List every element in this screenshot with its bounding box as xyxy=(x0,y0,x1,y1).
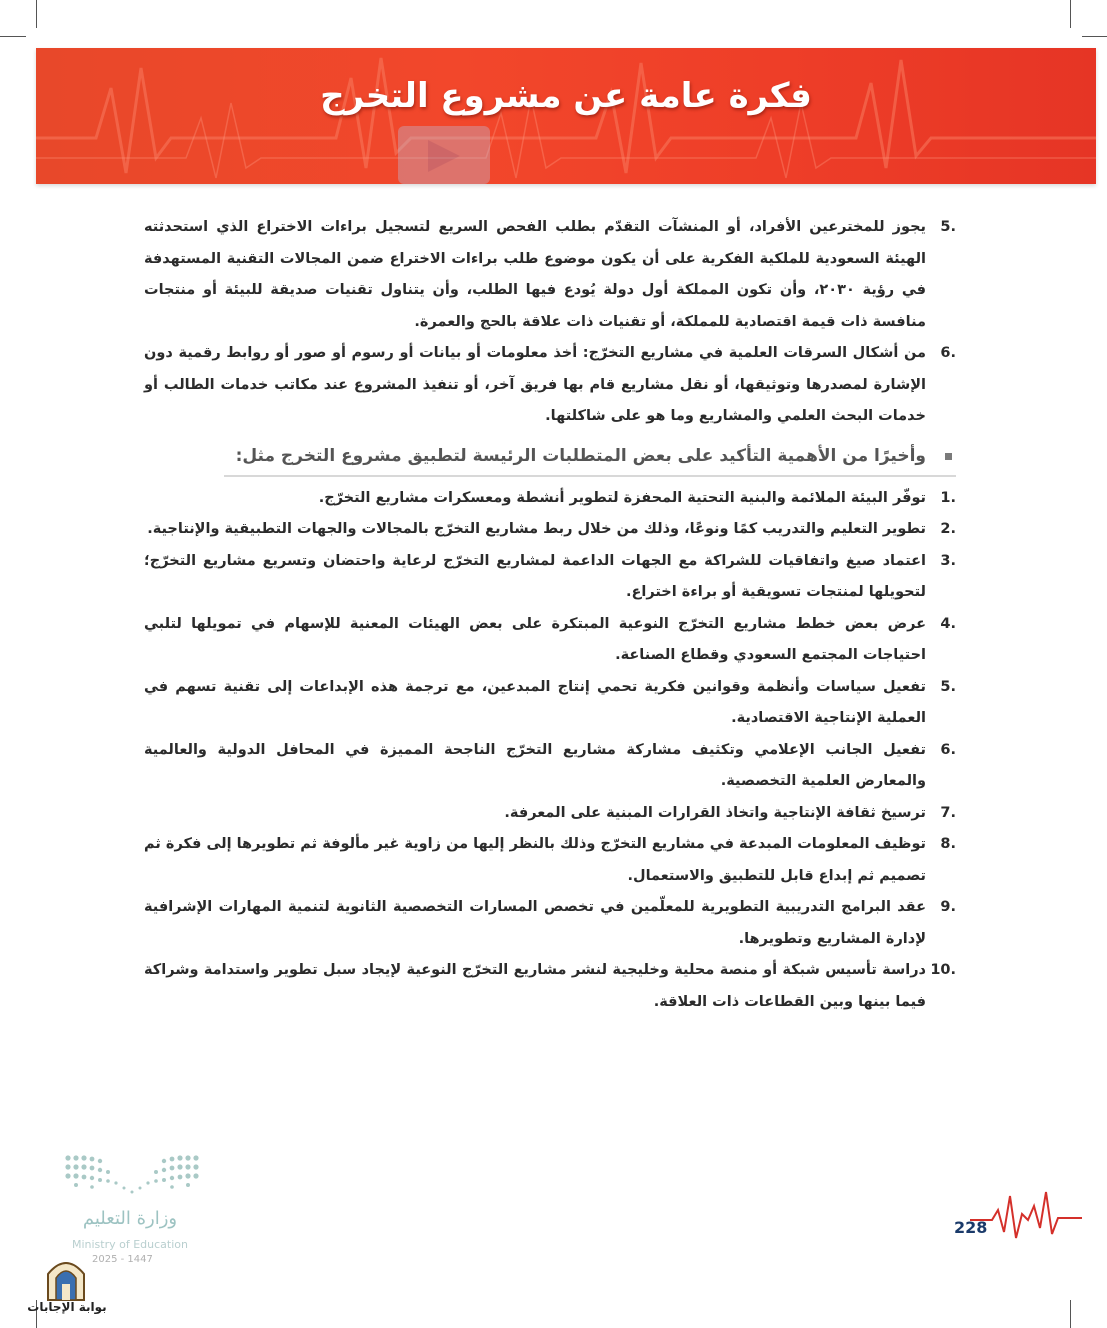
item-text: عقد البرامج التدريبية التطويرية للمعلّمين في تخصص المسارات التخصصية الثانوية لتنمية المهارات الإشرافية لإدارة المشاريع وتطويرها. xyxy=(144,899,926,947)
item-text: عرض بعض خطط مشاريع التخرّج النوعية المبتكرة على بعض الهيئات المعنية للإسهام في تمويلها لتلبي احتياجات المجتمع السعودي وقطاع الصناعة. xyxy=(144,615,926,663)
list-item xyxy=(144,955,956,1018)
crop-mark xyxy=(0,36,26,37)
item-number: 9. xyxy=(940,899,956,915)
heartbeat-pattern-icon xyxy=(36,48,1096,184)
center-emblem-icon xyxy=(398,126,490,184)
list-item xyxy=(144,546,956,609)
main-content xyxy=(144,212,956,1018)
ministry-name-arabic: وزارة التعليم xyxy=(82,1208,178,1229)
item-text: تطوير التعليم والتدريب كمًا ونوعًا، وذلك من خلال ربط مشاريع التخرّج بالمجالات والجهات التطبيقية والإنتاجية. xyxy=(147,521,926,537)
item-number: 5. xyxy=(940,678,956,695)
item-text: تفعيل سياسات وأنظمة وقوانين فكرية تحمي إنتاج المبدعين، مع ترجمة هذه الإبداعات إلى تقنية تسهم في العملية الإنتاجية الاقتصادية. xyxy=(144,678,926,726)
list-item xyxy=(144,212,956,338)
item-text: توظيف المعلومات المبدعة في مشاريع التخرّج وذلك بالنظر إليها من زاوية غير مألوفة ثم تطويرها إلى فكرة ثم تصميم ثم إبداع قابل للتطبيق والاستعمال. xyxy=(144,836,926,884)
item-text: اعتماد صيغ واتفاقيات للشراكة مع الجهات الداعمة لمشاريع التخرّج لرعاية واحتضان وتسريع مشاريع التخرّج؛ لتحويلها لمنتجات تسويقية أو براءة اختراع. xyxy=(144,552,926,600)
page-number: 228 xyxy=(954,1218,988,1237)
watermark-label: بوابة الإجابات xyxy=(27,1300,107,1314)
section-heading xyxy=(224,439,956,477)
item-number: 6. xyxy=(940,345,956,361)
list-item xyxy=(144,609,956,672)
section-heading-text: وأخيرًا من الأهمية التأكيد على بعض المتطلبات الرئيسة لتطبيق مشروع التخرج مثل: xyxy=(235,445,926,466)
list-item xyxy=(144,798,956,830)
item-text: من أشكال السرقات العلمية في مشاريع التخرّج: أخذ معلومات أو بيانات أو رسوم أو صور أو روابط رقمية دون الإشارة لمصدرها وتوثيقها، أو نقل مشاريع قام بها فريق آخر، أو تنفيذ المشروع عند مكاتب خدمات الطالب أو خدمات البحث العلمي والمشاريع وما هو على شاكلتها. xyxy=(144,345,926,424)
square-bullet-icon xyxy=(945,453,952,460)
item-number: 10. xyxy=(930,962,956,978)
item-number: 8. xyxy=(940,836,956,852)
item-text: يجوز للمخترعين الأفراد، أو المنشآت التقدّم بطلب الفحص السريع لتسجيل براءات الاختراع الذي استحدثته الهيئة السعودية للملكية الفكرية على أن يكون موضوع طلب براءات الاختراع ضمن المجالات التقنية المستهدفة في رؤية ٢٠٣٠، وأن تكون المملكة أول دولة يُودع فيها الطلب، وأن يتناول تقنيات صديقة للبيئة أو منتجات منافسة ذات قيمة اقتصادية للمملكة، أو تقنيات ذات علاقة بالحج والعمرة. xyxy=(144,219,926,330)
item-text: تفعيل الجانب الإعلامي وتكثيف مشاركة مشاريع التخرّج الناجحة المميزة في المحافل الدولية والعالمية والمعارض العلمية التخصصية. xyxy=(144,741,926,789)
item-number: 3. xyxy=(940,552,956,569)
list-item xyxy=(144,672,956,735)
crop-mark xyxy=(1070,1300,1071,1328)
crop-mark xyxy=(36,0,37,28)
crop-mark xyxy=(1082,36,1107,37)
item-number: 1. xyxy=(940,489,956,506)
item-text: توفّر البيئة الملائمة والبنية التحتية المحفزة لتطوير أنشطة ومعسكرات مشاريع التخرّج. xyxy=(318,489,926,506)
item-text: ترسيخ ثقافة الإنتاجية واتخاذ القرارات المبنية على المعرفة. xyxy=(504,804,926,821)
list-item xyxy=(144,735,956,798)
item-number: 2. xyxy=(940,521,956,537)
page-title: فكرة عامة عن مشروع التخرج xyxy=(320,76,812,116)
list-item xyxy=(144,829,956,892)
header-banner xyxy=(36,48,1096,184)
item-number: 6. xyxy=(940,741,956,758)
list-item xyxy=(144,892,956,955)
ministry-year: 2025 - 1447 xyxy=(92,1254,153,1265)
ministry-name-english: Ministry of Education xyxy=(71,1238,188,1251)
list-item xyxy=(144,338,956,433)
item-number: 4. xyxy=(940,615,956,632)
item-number: 7. xyxy=(940,804,956,821)
ministry-logo-icon xyxy=(62,1150,202,1198)
list-item xyxy=(144,483,956,515)
list-item xyxy=(144,514,956,546)
gate-logo-icon xyxy=(44,1256,88,1302)
item-number: 5. xyxy=(940,219,956,235)
crop-mark xyxy=(1070,0,1071,28)
item-text: دراسة تأسيس شبكة أو منصة محلية وخليجية لنشر مشاريع التخرّج النوعية لإيجاد سبل تطوير واستدامة وشراكة فيما بينها وبين القطاعات ذات العلاقة. xyxy=(144,962,926,1010)
